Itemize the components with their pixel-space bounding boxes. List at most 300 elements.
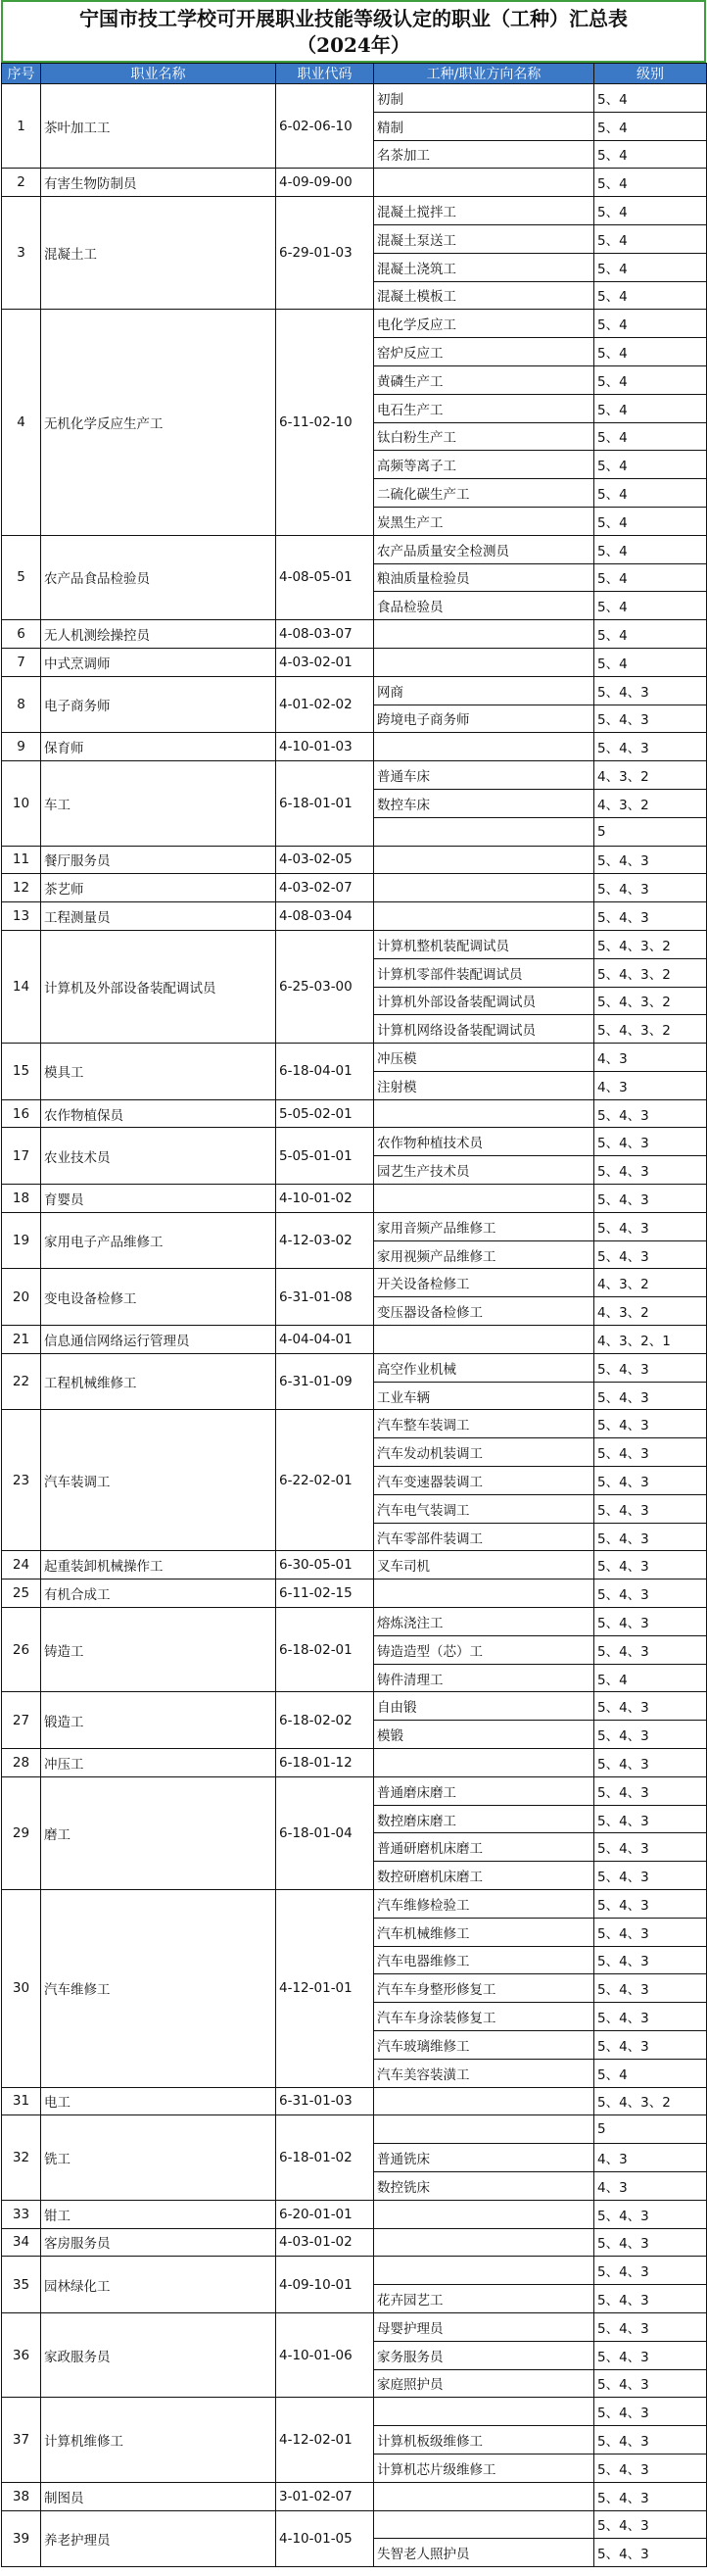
occupation-name: 茶艺师 [41, 874, 276, 902]
subtype-name: 汽车美容装潢工 [374, 2059, 594, 2087]
subtype-name: 数控磨床磨工 [374, 1805, 594, 1833]
occupation-name: 汽车维修工 [41, 1890, 276, 2088]
table-row [2, 310, 707, 338]
table-row [2, 2087, 707, 2115]
level: 5、4、3 [594, 1128, 707, 1156]
subtype-name: 家用音频产品维修工 [374, 1212, 594, 1240]
level: 5、4 [594, 140, 707, 169]
table-row [2, 1128, 707, 1156]
subtype-name: 炭黑生产工 [374, 507, 594, 535]
subtype-name: 自由锻 [374, 1692, 594, 1721]
table-row [2, 1551, 707, 1580]
level: 5 [594, 817, 707, 846]
level: 5、4 [594, 592, 707, 620]
subtype-name: 高频等离子工 [374, 451, 594, 479]
occupation-code: 4-03-01-02 [276, 2228, 374, 2257]
row-number: 14 [2, 930, 41, 1043]
row-number: 11 [2, 846, 41, 874]
level: 5、4、3 [594, 1156, 707, 1185]
subtype-name: 网商 [374, 676, 594, 705]
table-row [2, 2312, 707, 2341]
subtype-name [374, 1099, 594, 1128]
level: 5、4 [594, 422, 707, 451]
subtype-name: 黄磷生产工 [374, 365, 594, 394]
level: 5、4、3 [594, 2369, 707, 2398]
occupation-name: 农作物植保员 [41, 1099, 276, 1128]
row-number: 32 [2, 2115, 41, 2200]
level: 5、4、3 [594, 2200, 707, 2228]
row-number: 27 [2, 1692, 41, 1749]
occupation-code: 4-03-02-01 [276, 648, 374, 676]
occupation-name: 茶叶加工工 [41, 84, 276, 169]
occupation-name: 铸造工 [41, 1608, 276, 1692]
occupation-code: 6-22-02-01 [276, 1410, 374, 1551]
level: 4、3、2 [594, 761, 707, 790]
occupation-code: 6-31-01-08 [276, 1269, 374, 1326]
row-number: 10 [2, 761, 41, 846]
table-row [2, 1410, 707, 1438]
level: 5、4、3 [594, 1551, 707, 1580]
subtype-name: 家务服务员 [374, 2341, 594, 2369]
level: 5、4、3 [594, 1721, 707, 1749]
table-row [2, 2228, 707, 2257]
occupation-name: 混凝土工 [41, 197, 276, 310]
level: 4、3、2、1 [594, 1326, 707, 1354]
table-row [2, 676, 707, 705]
table-row [2, 2482, 707, 2510]
level: 5、4 [594, 507, 707, 535]
level: 5、4、3 [594, 1890, 707, 1919]
level: 5、4 [594, 620, 707, 649]
subtype-name: 计算机外部设备装配调试员 [374, 987, 594, 1015]
subtype-name: 汽车零部件装调工 [374, 1523, 594, 1551]
occupation-code: 6-29-01-03 [276, 197, 374, 310]
row-number: 26 [2, 1608, 41, 1692]
level: 5、4、3、2 [594, 2087, 707, 2115]
table-row [2, 733, 707, 761]
table-row [2, 1212, 707, 1240]
row-number: 39 [2, 2510, 41, 2567]
occupation-name: 工程机械维修工 [41, 1353, 276, 1410]
occupation-name: 变电设备检修工 [41, 1269, 276, 1326]
occupation-code: 6-31-01-09 [276, 1353, 374, 1410]
subtype-name [374, 2087, 594, 2115]
row-number: 9 [2, 733, 41, 761]
occupation-name: 模具工 [41, 1044, 276, 1100]
occupation-code: 4-08-05-01 [276, 535, 374, 619]
occupation-code: 6-18-01-04 [276, 1776, 374, 1889]
subtype-name [374, 817, 594, 846]
subtype-name: 家用视频产品维修工 [374, 1240, 594, 1269]
row-number: 21 [2, 1326, 41, 1354]
row-number: 8 [2, 676, 41, 733]
occupation-name: 信息通信网络运行管理员 [41, 1326, 276, 1354]
subtype-name: 数控研磨机床磨工 [374, 1862, 594, 1890]
occupation-code: 6-30-05-01 [276, 1551, 374, 1580]
subtype-name: 混凝土泵送工 [374, 224, 594, 253]
table-row [2, 1580, 707, 1608]
occupation-code: 6-18-01-01 [276, 761, 374, 846]
subtype-name: 普通磨床磨工 [374, 1776, 594, 1805]
subtype-name: 数控铣床 [374, 2171, 594, 2200]
subtype-name [374, 1326, 594, 1354]
subtype-name: 混凝土模板工 [374, 281, 594, 310]
occupation-code: 5-05-02-01 [276, 1099, 374, 1128]
occupation-code: 6-18-02-02 [276, 1692, 374, 1749]
row-number: 38 [2, 2482, 41, 2510]
occupation-code: 3-01-02-07 [276, 2482, 374, 2510]
level: 5、4、3 [594, 733, 707, 761]
occupation-name: 中式烹调师 [41, 648, 276, 676]
header-level: 级别 [594, 64, 707, 84]
subtype-name: 铸造造型（芯）工 [374, 1635, 594, 1664]
occupation-name: 家用电子产品维修工 [41, 1212, 276, 1269]
occupation-name: 起重装卸机械操作工 [41, 1551, 276, 1580]
level: 5、4、3 [594, 2398, 707, 2426]
occupation-code: 4-10-01-02 [276, 1185, 374, 1213]
subtype-name [374, 733, 594, 761]
level: 4、3 [594, 2144, 707, 2172]
subtype-name: 初制 [374, 84, 594, 113]
occupation-code: 4-03-02-05 [276, 846, 374, 874]
table-row [2, 1692, 707, 1721]
occupation-code: 4-10-01-03 [276, 733, 374, 761]
occupation-name: 磨工 [41, 1776, 276, 1889]
occupation-name: 汽车装调工 [41, 1410, 276, 1551]
level: 5、4、3 [594, 1580, 707, 1608]
occupation-code: 6-18-02-01 [276, 1608, 374, 1692]
level: 5、4、3 [594, 2539, 707, 2567]
occupation-name: 育婴员 [41, 1185, 276, 1213]
level: 5、4、3 [594, 1099, 707, 1128]
level: 5、4、3 [594, 2257, 707, 2285]
occupation-name: 计算机维修工 [41, 2398, 276, 2482]
level: 5、4、3 [594, 1494, 707, 1523]
table-row [2, 1269, 707, 1297]
level: 5、4、3 [594, 1353, 707, 1382]
occupation-code: 4-10-01-06 [276, 2312, 374, 2397]
occupation-name: 园林绿化工 [41, 2257, 276, 2313]
occupation-code: 6-18-01-02 [276, 2115, 374, 2200]
subtype-name: 跨境电子商务师 [374, 705, 594, 733]
occupation-code: 4-12-01-01 [276, 1890, 374, 2088]
subtype-name: 窑炉反应工 [374, 338, 594, 366]
subtype-name: 钛白粉生产工 [374, 422, 594, 451]
row-number: 17 [2, 1128, 41, 1185]
occupation-code: 6-20-01-01 [276, 2200, 374, 2228]
occupation-name: 农业技术员 [41, 1128, 276, 1185]
level: 5、4、3 [594, 1692, 707, 1721]
level: 5、4 [594, 394, 707, 422]
occupation-name: 餐厅服务员 [41, 846, 276, 874]
subtype-name: 精制 [374, 112, 594, 140]
page-title [1, 0, 706, 63]
level: 5、4、3、2 [594, 987, 707, 1015]
occupation-name: 计算机及外部设备装配调试员 [41, 930, 276, 1043]
level: 5、4、3 [594, 846, 707, 874]
row-number: 7 [2, 648, 41, 676]
level: 4、3、2 [594, 789, 707, 817]
level: 4、3 [594, 2171, 707, 2200]
level: 5、4 [594, 1664, 707, 1692]
row-number: 28 [2, 1749, 41, 1777]
level: 5、4 [594, 197, 707, 225]
occupation-name: 有机合成工 [41, 1580, 276, 1608]
table-header-row [2, 64, 707, 84]
subtype-name: 粮油质量检验员 [374, 563, 594, 592]
subtype-name: 混凝土浇筑工 [374, 253, 594, 281]
level: 4、3、2 [594, 1269, 707, 1297]
row-number: 6 [2, 620, 41, 649]
subtype-name [374, 1580, 594, 1608]
subtype-name: 工业车辆 [374, 1382, 594, 1410]
level: 4、3、2 [594, 1297, 707, 1326]
occupation-name: 锻造工 [41, 1692, 276, 1749]
level: 5、4、3、2 [594, 958, 707, 987]
subtype-name: 汽车车身整形修复工 [374, 1974, 594, 2003]
subtype-name: 计算机整机装配调试员 [374, 930, 594, 958]
level: 5、4 [594, 648, 707, 676]
occupation-code: 4-12-03-02 [276, 1212, 374, 1269]
subtype-name [374, 846, 594, 874]
level: 5、4 [594, 84, 707, 113]
level: 5、4、3 [594, 1438, 707, 1467]
subtype-name: 混凝土搅拌工 [374, 197, 594, 225]
occupation-name: 无机化学反应生产工 [41, 310, 276, 535]
level: 5、4 [594, 479, 707, 508]
level: 5、4、3 [594, 2510, 707, 2539]
table-row [2, 761, 707, 790]
subtype-name: 名茶加工 [374, 140, 594, 169]
table-row [2, 1044, 707, 1072]
occupation-code: 6-25-03-00 [276, 930, 374, 1043]
level: 5、4、3 [594, 2312, 707, 2341]
subtype-name: 花卉园艺工 [374, 2285, 594, 2313]
level: 5、4 [594, 451, 707, 479]
level: 5、4 [594, 253, 707, 281]
occupation-name: 保育师 [41, 733, 276, 761]
level: 5、4、3 [594, 1918, 707, 1946]
row-number: 35 [2, 2257, 41, 2313]
subtype-name: 高空作业机械 [374, 1353, 594, 1382]
row-number: 23 [2, 1410, 41, 1551]
table-row [2, 535, 707, 563]
level: 5、4、3 [594, 1635, 707, 1664]
sheet [1, 0, 706, 2567]
row-number: 29 [2, 1776, 41, 1889]
subtype-name: 汽车维修检验工 [374, 1890, 594, 1919]
subtype-name [374, 169, 594, 197]
subtype-name: 计算机零部件装配调试员 [374, 958, 594, 987]
occupation-code: 4-01-02-02 [276, 676, 374, 733]
level: 5、4、3 [594, 1946, 707, 1974]
subtype-name: 普通研磨机床磨工 [374, 1833, 594, 1862]
table-row [2, 648, 707, 676]
subtype-name: 冲压模 [374, 1044, 594, 1072]
table-row [2, 874, 707, 902]
subtype-name [374, 2510, 594, 2539]
subtype-name: 变压器设备检修工 [374, 1297, 594, 1326]
row-number: 30 [2, 1890, 41, 2088]
level: 5、4、3 [594, 1805, 707, 1833]
row-number: 5 [2, 535, 41, 619]
row-number: 31 [2, 2087, 41, 2115]
level: 5、4 [594, 2059, 707, 2087]
level: 5、4、3 [594, 2341, 707, 2369]
occupation-name: 客房服务员 [41, 2228, 276, 2257]
row-number: 13 [2, 902, 41, 931]
row-number: 15 [2, 1044, 41, 1100]
occupation-code: 4-09-09-00 [276, 169, 374, 197]
occupation-code: 4-12-02-01 [276, 2398, 374, 2482]
occupation-name: 冲压工 [41, 1749, 276, 1777]
row-number: 22 [2, 1353, 41, 1410]
row-number: 33 [2, 2200, 41, 2228]
occupation-code: 4-10-01-05 [276, 2510, 374, 2567]
table-row [2, 930, 707, 958]
subtype-name [374, 2228, 594, 2257]
subtype-name: 汽车整车装调工 [374, 1410, 594, 1438]
level: 5、4、3 [594, 1410, 707, 1438]
subtype-name: 农产品质量安全检测员 [374, 535, 594, 563]
occupation-code: 6-11-02-10 [276, 310, 374, 535]
row-number: 4 [2, 310, 41, 535]
level: 5、4 [594, 112, 707, 140]
table-row [2, 1608, 707, 1636]
level: 5、4、3 [594, 874, 707, 902]
subtype-name: 农作物种植技术员 [374, 1128, 594, 1156]
occupation-name: 钳工 [41, 2200, 276, 2228]
level: 5、4、3 [594, 1974, 707, 2003]
subtype-name [374, 1185, 594, 1213]
occupation-code: 4-04-04-01 [276, 1326, 374, 1354]
header-occupation-name: 职业名称 [41, 64, 276, 84]
row-number: 1 [2, 84, 41, 169]
subtype-name [374, 648, 594, 676]
row-number: 12 [2, 874, 41, 902]
level: 5、4、3 [594, 705, 707, 733]
subtype-name: 计算机板级维修工 [374, 2426, 594, 2454]
level: 5、4 [594, 169, 707, 197]
level: 5、4、3 [594, 1749, 707, 1777]
level: 5、4 [594, 224, 707, 253]
level: 5、4、3 [594, 1862, 707, 1890]
table-row [2, 1890, 707, 1919]
occupation-name: 制图员 [41, 2482, 276, 2510]
title-line-2: （2024年） [297, 33, 410, 57]
table-row [2, 2510, 707, 2539]
level: 5、4、3 [594, 1240, 707, 1269]
occupation-name: 电子商务师 [41, 676, 276, 733]
row-number: 34 [2, 2228, 41, 2257]
level: 5、4、3 [594, 2454, 707, 2482]
subtype-name: 计算机芯片级维修工 [374, 2454, 594, 2482]
subtype-name: 汽车玻璃维修工 [374, 2030, 594, 2059]
level: 5、4、3 [594, 1185, 707, 1213]
subtype-name: 注射模 [374, 1071, 594, 1099]
table-row [2, 620, 707, 649]
level: 5、4、3 [594, 2482, 707, 2510]
occupation-name: 电工 [41, 2087, 276, 2115]
occupation-name: 铣工 [41, 2115, 276, 2200]
table-row [2, 169, 707, 197]
level: 5、4、3 [594, 676, 707, 705]
level: 5、4、3、2 [594, 930, 707, 958]
subtype-name [374, 620, 594, 649]
subtype-name: 失智老人照护员 [374, 2539, 594, 2567]
level: 5、4、3 [594, 1523, 707, 1551]
row-number: 36 [2, 2312, 41, 2397]
level: 5、4、3 [594, 902, 707, 931]
occupation-name: 养老护理员 [41, 2510, 276, 2567]
level: 5、4、3 [594, 2285, 707, 2313]
table-row [2, 2257, 707, 2285]
subtype-name: 叉车司机 [374, 1551, 594, 1580]
level: 4、3 [594, 1071, 707, 1099]
subtype-name: 园艺生产技术员 [374, 1156, 594, 1185]
occupation-code: 4-08-03-04 [276, 902, 374, 931]
level: 5、4 [594, 310, 707, 338]
table-row [2, 2115, 707, 2144]
header-no: 序号 [2, 64, 41, 84]
occupation-name: 无人机测绘操控员 [41, 620, 276, 649]
subtype-name: 计算机网络设备装配调试员 [374, 1015, 594, 1044]
row-number: 18 [2, 1185, 41, 1213]
occupation-table [1, 63, 707, 2567]
subtype-name [374, 902, 594, 931]
level: 5、4、3 [594, 2030, 707, 2059]
table-row [2, 1326, 707, 1354]
subtype-name: 数控车床 [374, 789, 594, 817]
subtype-name [374, 2482, 594, 2510]
subtype-name [374, 2257, 594, 2285]
level: 5、4、3、2 [594, 1015, 707, 1044]
level: 5、4、3 [594, 2228, 707, 2257]
level: 5、4 [594, 535, 707, 563]
subtype-name [374, 2115, 594, 2144]
header-occupation-code: 职业代码 [276, 64, 374, 84]
occupation-code: 6-31-01-03 [276, 2087, 374, 2115]
table-row [2, 84, 707, 113]
occupation-code: 4-08-03-07 [276, 620, 374, 649]
level: 5、4、3 [594, 1212, 707, 1240]
subtype-name: 食品检验员 [374, 592, 594, 620]
level: 5、4 [594, 365, 707, 394]
subtype-name: 汽车变速器装调工 [374, 1467, 594, 1495]
occupation-name: 家政服务员 [41, 2312, 276, 2397]
level: 5、4 [594, 338, 707, 366]
subtype-name: 铸件清理工 [374, 1664, 594, 1692]
row-number: 3 [2, 197, 41, 310]
occupation-name: 农产品食品检验员 [41, 535, 276, 619]
row-number: 2 [2, 169, 41, 197]
table-row [2, 846, 707, 874]
subtype-name [374, 874, 594, 902]
occupation-code: 6-02-06-10 [276, 84, 374, 169]
occupation-code: 6-18-01-12 [276, 1749, 374, 1777]
subtype-name: 普通铣床 [374, 2144, 594, 2172]
subtype-name: 家庭照护员 [374, 2369, 594, 2398]
occupation-code: 4-03-02-07 [276, 874, 374, 902]
subtype-name [374, 2200, 594, 2228]
subtype-name: 汽车机械维修工 [374, 1918, 594, 1946]
level: 5、4、3 [594, 1833, 707, 1862]
subtype-name: 母婴护理员 [374, 2312, 594, 2341]
subtype-name: 汽车车身涂装修复工 [374, 2003, 594, 2031]
table-row [2, 1749, 707, 1777]
occupation-code: 5-05-01-01 [276, 1128, 374, 1185]
subtype-name: 汽车电器维修工 [374, 1946, 594, 1974]
